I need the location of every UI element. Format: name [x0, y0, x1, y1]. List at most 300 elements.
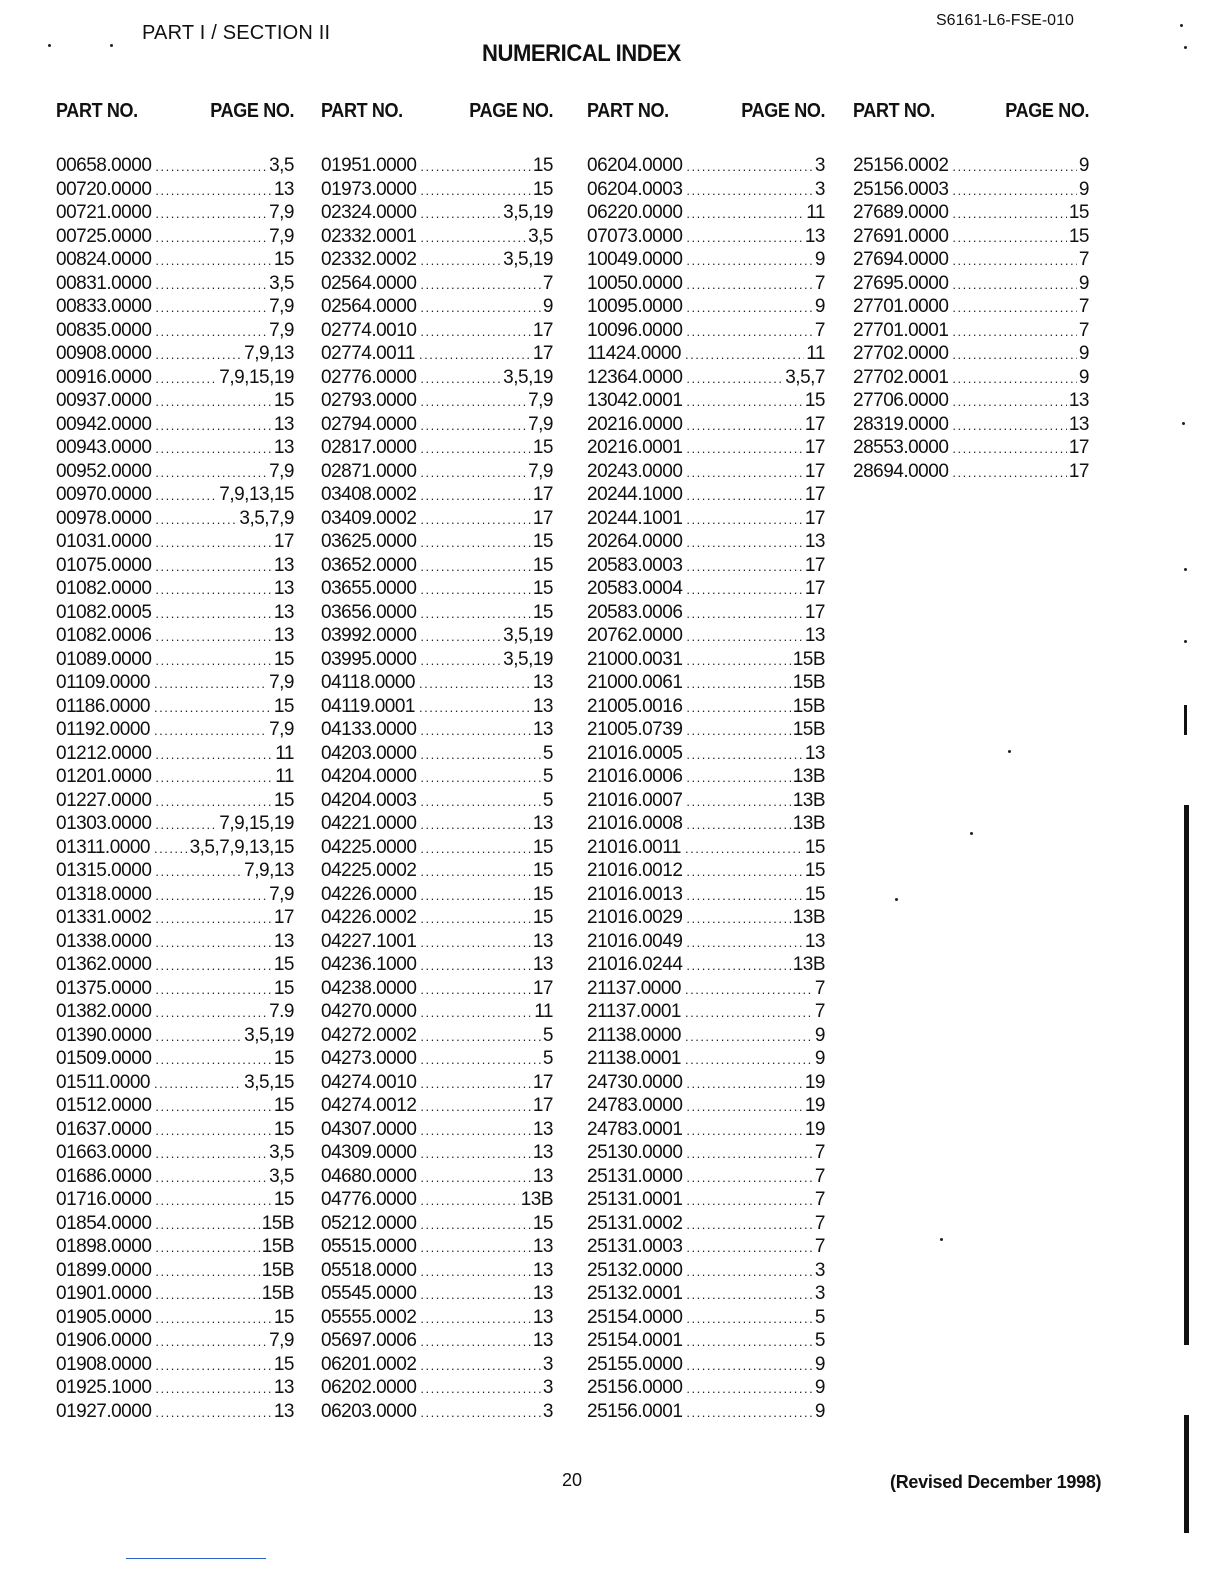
dot-leader	[155, 1166, 267, 1190]
index-entry	[853, 342, 1089, 366]
page-reference: 15	[532, 1212, 553, 1234]
page-reference: 9	[1078, 178, 1089, 200]
page-reference: 15	[273, 390, 294, 411]
dot-leader	[420, 907, 530, 931]
dot-leader	[686, 249, 813, 273]
part-number: 04236.1000	[321, 954, 417, 975]
dot-leader	[420, 226, 526, 250]
index-rows	[321, 154, 553, 1423]
dot-leader	[420, 461, 526, 485]
page-reference: 3	[814, 1259, 825, 1281]
index-entry	[587, 953, 825, 977]
dot-leader	[686, 531, 802, 555]
index-entry	[853, 460, 1089, 484]
dot-leader	[685, 1048, 813, 1072]
part-number: 04225.0002	[321, 860, 417, 881]
dot-leader	[155, 226, 267, 250]
page-reference: 17	[273, 907, 294, 928]
dot-leader	[420, 1377, 541, 1401]
page-reference: 5	[814, 1330, 825, 1351]
index-entry	[587, 671, 825, 695]
scan-speck	[1008, 750, 1011, 753]
page-reference: 17	[804, 507, 825, 529]
dot-leader	[420, 743, 541, 767]
part-number: 21016.0013	[587, 883, 683, 905]
page-reference: 7,9,15,19	[219, 366, 294, 388]
page-reference: 7,9	[269, 319, 294, 341]
part-number: 01512.0000	[56, 1095, 152, 1116]
part-number: 27689.0000	[853, 202, 949, 223]
page-reference: 15B	[261, 1259, 294, 1281]
dot-leader	[155, 249, 271, 273]
page-reference: 17	[804, 554, 825, 576]
index-entry	[56, 389, 294, 413]
part-number: 25156.0003	[853, 178, 949, 200]
page-reference: 13	[273, 601, 294, 623]
page-reference: 3,5,7,9	[239, 507, 294, 529]
page-reference: 9	[542, 296, 553, 317]
part-number: 04307.0000	[321, 1118, 417, 1140]
page-reference: 3	[542, 1353, 553, 1375]
dot-leader	[952, 437, 1066, 461]
dot-leader	[155, 978, 271, 1002]
dot-leader	[155, 790, 271, 814]
part-number: 00824.0000	[56, 249, 152, 270]
page-reference: 3,5,19	[244, 1024, 294, 1046]
index-entry	[587, 577, 825, 601]
page-reference: 15B	[261, 1236, 294, 1257]
dot-leader	[686, 1095, 802, 1119]
dot-leader	[155, 484, 217, 508]
part-number: 20244.1001	[587, 507, 683, 529]
dot-leader	[420, 884, 530, 908]
part-number: 01338.0000	[56, 930, 152, 952]
scan-speck	[895, 898, 898, 901]
page-reference: 3	[542, 1400, 553, 1422]
part-number: 04309.0000	[321, 1142, 417, 1163]
part-number: 02774.0011	[321, 343, 415, 364]
part-number: 01318.0000	[56, 883, 152, 905]
page-reference: 13	[1068, 413, 1089, 435]
index-entry	[56, 1047, 294, 1071]
page-reference: 17	[804, 460, 825, 482]
part-no-header: PART NO.	[56, 100, 138, 122]
dot-leader	[686, 367, 783, 391]
page-reference: 17	[532, 343, 553, 364]
part-number: 27701.0000	[853, 296, 949, 317]
part-number: 27702.0000	[853, 343, 949, 364]
scan-speck	[1182, 422, 1185, 425]
dot-leader	[420, 179, 530, 203]
index-entry	[56, 765, 294, 789]
part-number: 03625.0000	[321, 531, 417, 552]
dot-leader	[155, 766, 273, 790]
dot-leader	[686, 179, 813, 203]
dot-leader	[686, 437, 802, 461]
dot-leader	[952, 155, 1077, 179]
index-entry	[321, 507, 553, 531]
page-reference: 15	[532, 883, 553, 905]
dot-leader	[155, 931, 271, 955]
column-header	[56, 98, 294, 124]
part-number: 25156.0002	[853, 155, 949, 176]
index-entry	[56, 1071, 294, 1095]
index-entry	[56, 178, 294, 202]
part-number: 04225.0000	[321, 836, 417, 858]
index-entry	[56, 154, 294, 178]
part-number: 02332.0002	[321, 249, 417, 270]
index-column-2	[321, 98, 553, 1423]
part-number: 01362.0000	[56, 954, 152, 975]
index-entry	[587, 883, 825, 907]
part-number: 04680.0000	[321, 1165, 417, 1187]
dot-leader	[952, 414, 1066, 438]
part-number: 07073.0000	[587, 225, 683, 247]
index-entry	[321, 836, 553, 860]
dot-leader	[686, 1213, 813, 1237]
index-entry	[587, 836, 825, 860]
index-entry	[321, 366, 553, 390]
page-reference: 7	[814, 272, 825, 294]
dot-leader	[419, 343, 531, 367]
page-reference: 15	[273, 977, 294, 999]
part-number: 03992.0000	[321, 625, 417, 646]
page-reference: 7,9,15,19	[219, 813, 294, 834]
dot-leader	[155, 1001, 267, 1025]
index-entry	[587, 742, 825, 766]
dot-leader	[420, 1048, 541, 1072]
index-entry	[56, 1306, 294, 1330]
page-reference: 15	[273, 1353, 294, 1375]
part-number: 24783.0001	[587, 1118, 683, 1140]
part-number: 01899.0000	[56, 1259, 152, 1281]
page-reference: 15	[532, 178, 553, 200]
part-number: 01303.0000	[56, 813, 152, 834]
part-number: 21016.0012	[587, 860, 683, 881]
part-number: 27695.0000	[853, 272, 949, 294]
index-entry	[321, 1306, 553, 1330]
index-entry	[321, 225, 553, 249]
index-entry	[321, 930, 553, 954]
page-reference: 7.9	[269, 1001, 294, 1022]
part-number: 05555.0002	[321, 1306, 417, 1328]
index-entry	[321, 272, 553, 296]
page-reference: 13	[273, 413, 294, 435]
part-number: 00721.0000	[56, 202, 152, 223]
dot-leader	[155, 1213, 259, 1237]
index-entry	[321, 1024, 553, 1048]
dot-leader	[686, 860, 802, 884]
dot-leader	[686, 273, 813, 297]
dot-leader	[686, 155, 813, 179]
dot-leader	[952, 367, 1077, 391]
dot-leader	[155, 555, 271, 579]
part-number: 21137.0001	[587, 1001, 681, 1022]
part-number: 02774.0010	[321, 319, 417, 341]
part-number: 28319.0000	[853, 413, 949, 435]
page-reference: 7,9	[269, 296, 294, 317]
page-reference: 13	[532, 1330, 553, 1351]
page-reference: 15B	[792, 719, 825, 740]
part-number: 06201.0002	[321, 1353, 417, 1375]
index-entry	[321, 1000, 553, 1024]
index-entry	[587, 413, 825, 437]
page-reference: 13B	[792, 789, 825, 811]
part-number: 12364.0000	[587, 366, 683, 388]
index-entry	[56, 953, 294, 977]
part-number: 01686.0000	[56, 1165, 152, 1187]
dot-leader	[420, 202, 501, 226]
dot-leader	[155, 343, 242, 367]
index-entry	[587, 483, 825, 507]
page-reference: 17	[532, 507, 553, 529]
page-reference: 7	[814, 977, 825, 999]
scan-speck	[970, 832, 973, 835]
page-reference: 9	[814, 1400, 825, 1422]
dot-leader	[420, 1401, 541, 1425]
part-number: 05212.0000	[321, 1212, 417, 1234]
page-no-header: PAGE NO.	[210, 100, 294, 122]
page-reference: 13	[273, 1400, 294, 1422]
dot-leader	[154, 672, 267, 696]
dot-leader	[686, 414, 802, 438]
part-number: 01901.0000	[56, 1283, 152, 1304]
page-reference: 15	[273, 1189, 294, 1210]
part-number: 04203.0000	[321, 742, 417, 764]
dot-leader	[686, 884, 802, 908]
page-reference: 13	[532, 1236, 553, 1257]
dot-leader	[686, 1142, 813, 1166]
part-number: 02776.0000	[321, 366, 417, 388]
dot-leader	[154, 1072, 242, 1096]
part-number: 25131.0000	[587, 1165, 683, 1187]
index-entry	[587, 1000, 825, 1024]
dot-leader	[420, 860, 530, 884]
part-number: 01315.0000	[56, 860, 152, 881]
index-entry	[587, 1094, 825, 1118]
index-entry	[56, 1353, 294, 1377]
part-number: 20216.0001	[587, 437, 683, 458]
scan-speck	[1184, 640, 1187, 643]
dot-leader	[952, 320, 1077, 344]
dot-leader	[155, 1260, 259, 1284]
dot-leader	[420, 719, 530, 743]
part-number: 27702.0001	[853, 366, 949, 388]
page-reference: 7	[1078, 296, 1089, 317]
index-entry	[56, 1235, 294, 1259]
part-number: 01716.0000	[56, 1189, 152, 1210]
part-number: 01082.0006	[56, 625, 152, 646]
index-entry	[321, 648, 553, 672]
page-reference: 15	[273, 1048, 294, 1069]
part-number: 04204.0000	[321, 766, 417, 787]
index-entry	[321, 1188, 553, 1212]
page-reference: 19	[804, 1071, 825, 1093]
page-reference: 7	[814, 1165, 825, 1187]
part-number: 03656.0000	[321, 601, 417, 623]
page-reference: 13	[532, 813, 553, 834]
part-number: 01192.0000	[56, 719, 150, 740]
page-reference: 17	[1068, 460, 1089, 482]
part-number: 06220.0000	[587, 202, 683, 223]
part-number: 02794.0000	[321, 413, 417, 435]
index-entry	[587, 1118, 825, 1142]
index-entry	[321, 248, 553, 272]
part-number: 21016.0008	[587, 813, 683, 834]
part-number: 01854.0000	[56, 1212, 152, 1234]
part-number: 01908.0000	[56, 1353, 152, 1375]
part-number: 01201.0000	[56, 766, 152, 787]
page-reference: 13	[532, 1306, 553, 1328]
dot-leader	[686, 226, 802, 250]
part-number: 27691.0000	[853, 225, 949, 247]
dot-leader	[420, 414, 526, 438]
part-number: 10049.0000	[587, 249, 683, 270]
page-reference: 15	[532, 907, 553, 928]
part-number: 21016.0049	[587, 930, 683, 952]
dot-leader	[420, 837, 530, 861]
dot-leader	[686, 1260, 813, 1284]
dot-leader	[155, 179, 271, 203]
dot-leader	[420, 367, 501, 391]
dot-leader	[155, 884, 267, 908]
page-reference: 17	[532, 484, 553, 505]
page-reference: 13	[532, 1283, 553, 1304]
page-reference: 17	[804, 413, 825, 435]
index-entry	[587, 1024, 825, 1048]
dot-leader	[686, 672, 790, 696]
part-number: 01375.0000	[56, 977, 152, 999]
index-entry	[321, 554, 553, 578]
page-reference: 15	[804, 883, 825, 905]
part-number: 01951.0000	[321, 155, 417, 176]
page-reference: 9	[1078, 343, 1089, 364]
dot-leader	[686, 602, 802, 626]
page-reference: 3,5	[269, 1165, 294, 1187]
dot-leader	[420, 954, 530, 978]
scan-speck	[1180, 24, 1183, 27]
part-number: 21016.0029	[587, 907, 683, 928]
index-entry	[587, 1235, 825, 1259]
index-entry	[56, 1376, 294, 1400]
index-entry	[56, 1259, 294, 1283]
part-number: 04133.0000	[321, 719, 417, 740]
index-entry	[321, 977, 553, 1001]
index-entry	[321, 953, 553, 977]
index-entry	[321, 1259, 553, 1283]
part-number: 00908.0000	[56, 343, 152, 364]
dot-leader	[420, 1354, 541, 1378]
part-number: 01925.1000	[56, 1377, 152, 1398]
index-entry	[321, 460, 553, 484]
part-number: 20583.0003	[587, 554, 683, 576]
page-reference: 13	[532, 719, 553, 740]
page-reference: 5	[542, 766, 553, 787]
index-entry	[321, 1094, 553, 1118]
index-entry	[56, 554, 294, 578]
dot-leader	[155, 625, 271, 649]
index-entry	[587, 789, 825, 813]
page-reference: 11	[275, 766, 294, 787]
part-no-header: PART NO.	[853, 100, 935, 122]
page-reference: 11	[806, 343, 825, 364]
dot-leader	[155, 437, 271, 461]
index-entry	[587, 1212, 825, 1236]
part-number: 04776.0000	[321, 1189, 417, 1210]
index-entry	[56, 624, 294, 648]
dot-leader	[155, 813, 217, 837]
dot-leader	[686, 766, 790, 790]
page-reference: 15	[1068, 225, 1089, 247]
index-entry	[587, 1329, 825, 1353]
index-entry	[587, 389, 825, 413]
page-reference: 17	[804, 484, 825, 505]
scan-speck	[1184, 568, 1187, 571]
dot-leader	[420, 578, 530, 602]
part-number: 01382.0000	[56, 1001, 152, 1022]
part-number: 04274.0012	[321, 1095, 417, 1116]
index-entry	[587, 977, 825, 1001]
index-entry	[56, 1282, 294, 1306]
dot-leader	[686, 1401, 813, 1425]
page-reference: 7	[814, 1236, 825, 1257]
index-entry	[321, 342, 553, 366]
index-entry	[321, 178, 553, 202]
scan-edge-mark	[1184, 705, 1187, 735]
index-entry	[587, 507, 825, 531]
part-number: 06204.0000	[587, 155, 683, 176]
index-entry	[587, 366, 825, 390]
index-entry	[321, 295, 553, 319]
part-number: 28553.0000	[853, 437, 949, 458]
dot-leader	[420, 1213, 530, 1237]
dot-leader	[420, 484, 530, 508]
page-reference: 15B	[261, 1212, 294, 1234]
index-entry	[56, 366, 294, 390]
part-number: 01227.0000	[56, 789, 152, 811]
page-reference: 13	[273, 178, 294, 200]
dot-leader	[685, 343, 804, 367]
page-reference: 5	[542, 1024, 553, 1046]
part-number: 01031.0000	[56, 531, 152, 552]
dot-leader	[420, 766, 541, 790]
page-reference: 7	[814, 1142, 825, 1163]
index-entry	[587, 601, 825, 625]
part-number: 03408.0002	[321, 484, 417, 505]
index-entry	[321, 1353, 553, 1377]
page-reference: 3,5,7	[785, 366, 825, 388]
index-entry	[321, 883, 553, 907]
page-reference: 3,5,15	[244, 1071, 294, 1093]
index-entry	[321, 742, 553, 766]
part-number: 02564.0000	[321, 296, 417, 317]
dot-leader	[686, 390, 802, 414]
part-number: 28694.0000	[853, 460, 949, 482]
part-number: 21016.0244	[587, 954, 683, 975]
dot-leader	[155, 531, 271, 555]
part-number: 21005.0739	[587, 719, 683, 740]
dot-leader	[154, 837, 188, 861]
index-column-1	[56, 98, 294, 1423]
page-reference: 19	[804, 1095, 825, 1116]
part-number: 02871.0000	[321, 460, 417, 482]
column-header	[587, 98, 825, 124]
part-number: 00952.0000	[56, 460, 152, 482]
part-number: 25156.0001	[587, 1400, 683, 1422]
dot-leader	[686, 1189, 813, 1213]
index-entry	[587, 1141, 825, 1165]
part-number: 01906.0000	[56, 1330, 152, 1351]
